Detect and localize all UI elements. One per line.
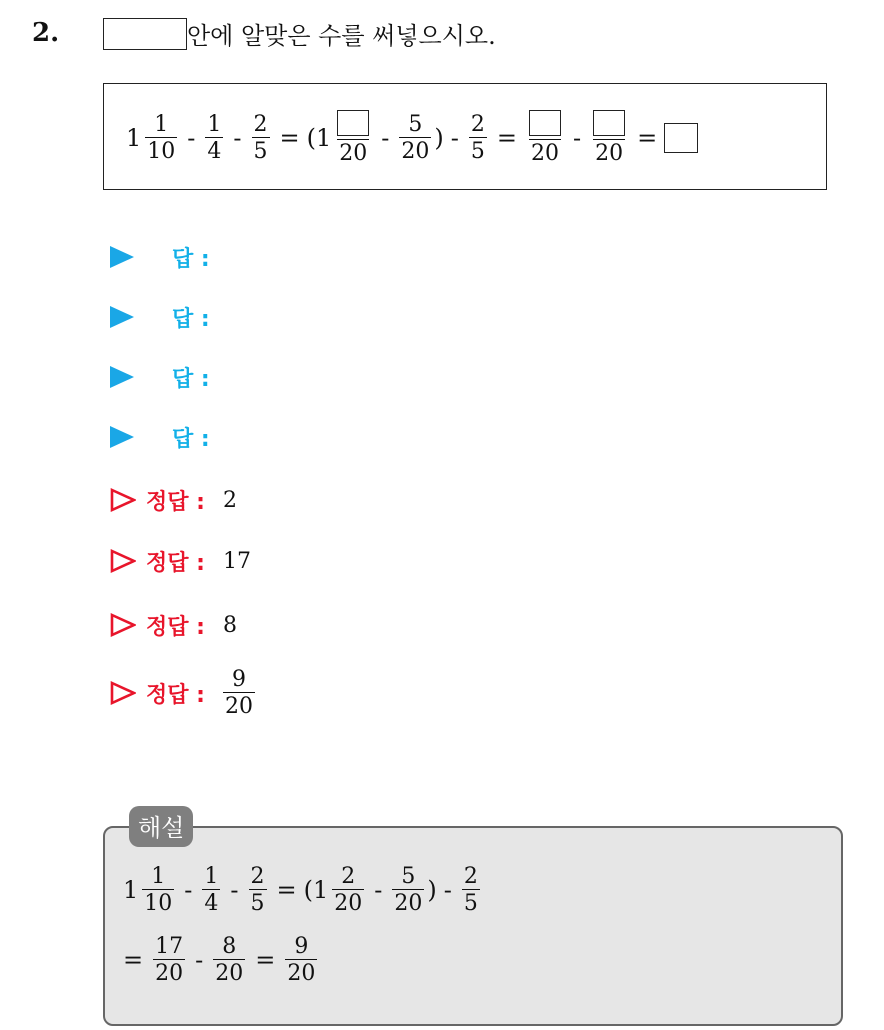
answer-row	[110, 357, 210, 397]
fraction: $\frac{5}{20}$	[401, 111, 430, 165]
correct-answer-label: 정답 :	[146, 614, 205, 640]
fraction: $\frac{2}{5}$	[470, 111, 485, 165]
answer-label: 답 :	[172, 426, 210, 452]
answer-label: 답 :	[172, 246, 210, 272]
minus-sign: -	[572, 124, 582, 153]
correct-answer-fraction: $\frac{9}{20}$	[224, 666, 253, 719]
explanation-panel	[103, 826, 843, 1026]
fraction: $\frac{2}{20}$	[334, 864, 363, 917]
outline-triangle-icon	[110, 488, 136, 512]
fraction: $\frac{2}{5}$	[463, 864, 478, 917]
play-triangle-icon	[110, 366, 134, 388]
question-prompt: 안에 알맞은 수를 써넣으시오.	[187, 22, 496, 50]
answer-label: 답 :	[172, 366, 210, 392]
correct-answer-label: 정답 :	[146, 682, 205, 708]
play-triangle-icon	[110, 426, 134, 448]
minus-sign: -	[450, 124, 459, 153]
correct-answer-row	[110, 480, 237, 520]
fraction: $\frac{2}{5}$	[250, 864, 265, 917]
explanation-tag: 해설	[129, 806, 193, 847]
correct-answer-value: 2	[222, 487, 237, 513]
answer-row	[110, 417, 210, 457]
answer-label: 답 :	[172, 306, 210, 332]
fraction-with-blank: 20	[527, 110, 563, 166]
minus-sign: -	[381, 124, 390, 153]
minus-sign: -	[187, 124, 196, 153]
fraction: $\frac{1}{10}$	[144, 864, 173, 917]
explanation-line-1: 1 $\frac{1}{10}$ - $\frac{1}{4}$ - $\frac{2}{5}$ = ( 1 $\frac{2}{20}$ - $\frac{5}{20}$ ) - $\frac{2}{5}$	[123, 864, 478, 917]
outline-triangle-icon	[110, 549, 136, 573]
answer-row	[110, 297, 210, 337]
answer-blank-box	[593, 110, 625, 136]
equals-sign: =	[279, 124, 300, 153]
correct-answer-label: 정답 :	[146, 489, 205, 515]
whole-number: 1	[315, 124, 332, 153]
fraction-with-blank: 20	[335, 110, 371, 166]
answer-blank-box	[337, 110, 369, 136]
fraction: $\frac{9}{20}$	[287, 934, 316, 987]
question-number: 2.	[32, 18, 60, 48]
fraction: $\frac{2}{5}$	[253, 111, 268, 165]
answer-blank-box	[529, 110, 561, 136]
explanation-line-2: = $\frac{17}{20}$ - $\frac{8}{20}$ = $\frac{9}{20}$	[123, 934, 316, 987]
minus-sign: -	[233, 124, 242, 153]
correct-answer-label: 정답 :	[146, 550, 205, 576]
fraction: $\frac{1}{4}$	[204, 864, 219, 917]
outline-triangle-icon	[110, 613, 136, 637]
fraction: $\frac{8}{20}$	[215, 934, 244, 987]
outline-triangle-icon	[110, 681, 136, 705]
blank-box	[103, 18, 187, 50]
correct-answer-value: 17	[222, 548, 251, 574]
equals-sign: =	[496, 124, 517, 153]
equation-box	[103, 83, 827, 190]
correct-answer-row	[110, 541, 251, 581]
play-triangle-icon	[110, 246, 134, 268]
correct-answer-row	[110, 668, 258, 718]
equation	[126, 110, 698, 166]
whole-number: 1	[126, 124, 142, 153]
fraction: $\frac{17}{20}$	[155, 934, 184, 987]
close-paren: )	[434, 124, 444, 153]
answer-row	[110, 237, 210, 277]
play-triangle-icon	[110, 306, 134, 328]
fraction: $\frac{5}{20}$	[394, 864, 423, 917]
question-prompt-line	[103, 16, 496, 51]
correct-answer-row	[110, 605, 237, 645]
fraction: $\frac{1}{4}$	[207, 111, 222, 165]
answer-blank-box	[664, 123, 698, 153]
open-paren: (	[306, 124, 316, 153]
correct-answer-value: 8	[222, 612, 237, 638]
fraction-with-blank: 20	[591, 110, 627, 166]
fraction: $\frac{1}{10}$	[147, 111, 176, 165]
equals-sign: =	[637, 124, 658, 153]
